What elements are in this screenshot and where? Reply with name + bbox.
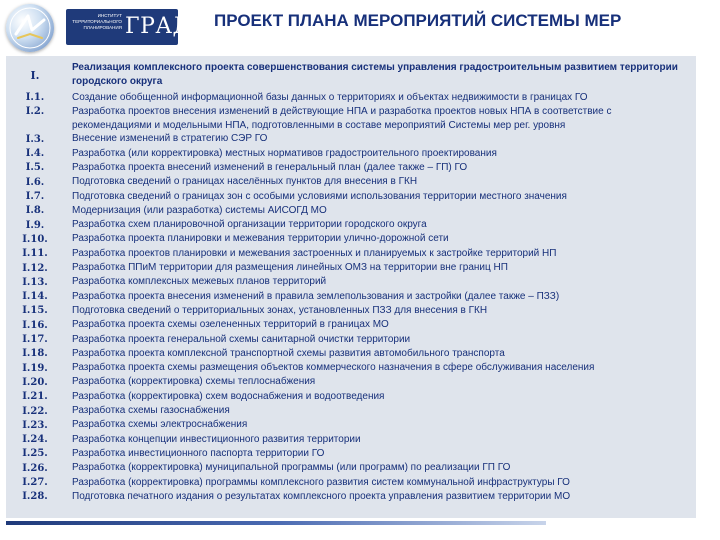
table-row <box>8 490 692 504</box>
item-number: I.22. <box>22 405 48 417</box>
item-text: Разработка проекта внесений изменений в генеральный план (далее также – ГП) ГО <box>72 161 468 173</box>
table-row <box>8 261 692 275</box>
item-text: Разработка (корректировка) программы комплексного развития систем коммунальной инфраструктуры ГО <box>72 476 570 488</box>
table-row <box>8 161 692 175</box>
table-row <box>8 375 692 389</box>
item-number: I.10. <box>22 233 48 245</box>
item-text: Разработка проекта схемы размещения объектов коммерческого назначения в сфере обслуживания населения <box>72 362 595 374</box>
table-row <box>8 476 692 490</box>
table-row <box>8 275 692 289</box>
item-number: I.20. <box>22 376 48 388</box>
item-text: Подготовка сведений о границах зон с особыми условиями использования территории местного значения <box>72 190 567 202</box>
item-text: Внесение изменений в стратегию СЭР ГО <box>72 133 268 145</box>
header <box>0 0 720 52</box>
item-text: Разработка (корректировка) схемы теплоснабжения <box>72 376 316 388</box>
item-text: Разработка (корректировка) схем водоснабжения и водоотведения <box>72 390 385 402</box>
item-number: I.23. <box>22 419 48 431</box>
item-text: Разработка проекта комплексной транспортной схемы развития автомобильного транспорта <box>72 347 505 359</box>
table-row <box>8 361 692 375</box>
item-number: I.3. <box>25 133 45 145</box>
table-row <box>8 247 692 261</box>
page-title: ПРОЕКТ ПЛАНА МЕРОПРИЯТИЙ СИСТЕМЫ МЕР <box>214 11 622 30</box>
table-row <box>8 433 692 447</box>
table-row <box>8 347 692 361</box>
footer-divider <box>6 521 546 525</box>
item-text: Создание обобщенной информационной базы данных о территориях и объектах недвижимости в границах ГО <box>72 91 588 103</box>
table-row <box>8 390 692 404</box>
item-number: I.5. <box>25 162 45 174</box>
item-number: I.13. <box>22 276 48 288</box>
table-row <box>8 290 692 304</box>
item-number: I.17. <box>22 334 48 346</box>
item-number: I.14. <box>22 291 48 303</box>
item-number: I.1. <box>25 92 45 103</box>
item-text: Разработка комплексных межевых планов территорий <box>72 276 327 288</box>
footer <box>0 521 720 540</box>
item-text: Разработка проекта планировки и межевания территории улично-дорожной сети <box>72 233 449 245</box>
item-text: Подготовка сведений о границах населённых пунктов для внесения в ГКН <box>72 176 418 188</box>
item-text: Разработка инвестиционного паспорта территории ГО <box>72 447 325 459</box>
table-row <box>8 91 692 105</box>
item-number: I.4. <box>25 148 45 160</box>
item-number: I.27. <box>22 477 48 489</box>
institute-logo <box>66 9 191 45</box>
item-text: Разработка проекта схемы озелененных территорий в границах МО <box>72 319 389 331</box>
item-number: I.15. <box>22 305 48 317</box>
table-row <box>8 232 692 246</box>
table-row <box>8 190 692 204</box>
item-text: Разработка проектов внесения изменений в действующие НПА и разработка проектов новых НПА в соответствие с рекомендациями и модельными НПА, подготовленными в составе мероприятий Системы мер рег. уровня <box>72 105 612 131</box>
globe-logo-icon <box>6 4 54 52</box>
item-number: I.24. <box>22 434 48 446</box>
table-row <box>8 204 692 218</box>
item-text: Подготовка сведений о территориальных зонах, установленных ПЗЗ для внесения в ГКН <box>72 304 488 316</box>
table-row <box>8 333 692 347</box>
table-row <box>8 447 692 461</box>
section-header-row <box>8 60 692 91</box>
item-number: I.2. <box>25 106 45 118</box>
item-text: Разработка проекта внесения изменений в правила землепользования и застройки (далее также – ПЗЗ) <box>72 290 560 302</box>
item-number: I.7. <box>25 191 45 203</box>
item-number: I.8. <box>25 205 45 217</box>
logo-big-text: ГРАД <box>125 14 191 39</box>
item-text: Разработка концепции инвестиционного развития территории <box>72 433 361 445</box>
table-row <box>8 175 692 189</box>
item-number: I.18. <box>22 348 48 360</box>
item-text: Разработка ППиМ территории для размещения линейных ОМЗ на территории вне границ НП <box>72 262 508 274</box>
item-text: Разработка схемы электроснабжения <box>72 419 248 431</box>
table-row <box>8 318 692 332</box>
table-row <box>8 461 692 475</box>
table-row <box>8 147 692 161</box>
item-number: I.28. <box>22 491 48 503</box>
item-number: I.25. <box>22 448 48 460</box>
item-number: I.19. <box>22 362 48 374</box>
section-number: I. <box>30 68 40 82</box>
plan-table <box>8 60 692 504</box>
item-number: I.16. <box>22 319 48 331</box>
item-number: I.6. <box>25 176 45 188</box>
item-number: I.21. <box>22 391 48 403</box>
item-number: I.12. <box>22 262 48 274</box>
logo-small-text: ИНСТИТУТ ТЕРРИТОРИАЛЬНОГО ПЛАНИРОВАНИЯ <box>72 13 122 30</box>
item-text: Подготовка печатного издания о результатах комплексного проекта управления развитием территории МО <box>72 490 571 502</box>
table-row <box>8 418 692 432</box>
item-text: Разработка проектов планировки и межевания застроенных и планируемых к застройке территорий НП <box>72 247 557 259</box>
table-row <box>8 132 692 146</box>
item-number: I.11. <box>22 248 48 260</box>
section-title: Реализация комплексного проекта совершенствования системы управления градостроительным развитием территории городского округа <box>72 62 678 87</box>
table-row <box>8 404 692 418</box>
item-text: Разработка (или корректировка) местных нормативов градостроительного проектирования <box>72 147 497 159</box>
item-number: I.9. <box>25 219 45 231</box>
table-row <box>8 304 692 318</box>
item-text: Разработка схемы газоснабжения <box>72 405 230 417</box>
item-text: Модернизация (или разработка) системы АИСОГД МО <box>72 204 327 216</box>
table-row <box>8 105 692 133</box>
item-text: Разработка проекта генеральной схемы санитарной очистки территории <box>72 333 411 345</box>
table-row <box>8 218 692 232</box>
item-text: Разработка схем планировочной организации территории городского округа <box>72 219 427 231</box>
item-number: I.26. <box>22 462 48 474</box>
item-text: Разработка (корректировка) муниципальной программы (или программ) по реализации ГП ГО <box>72 462 511 474</box>
